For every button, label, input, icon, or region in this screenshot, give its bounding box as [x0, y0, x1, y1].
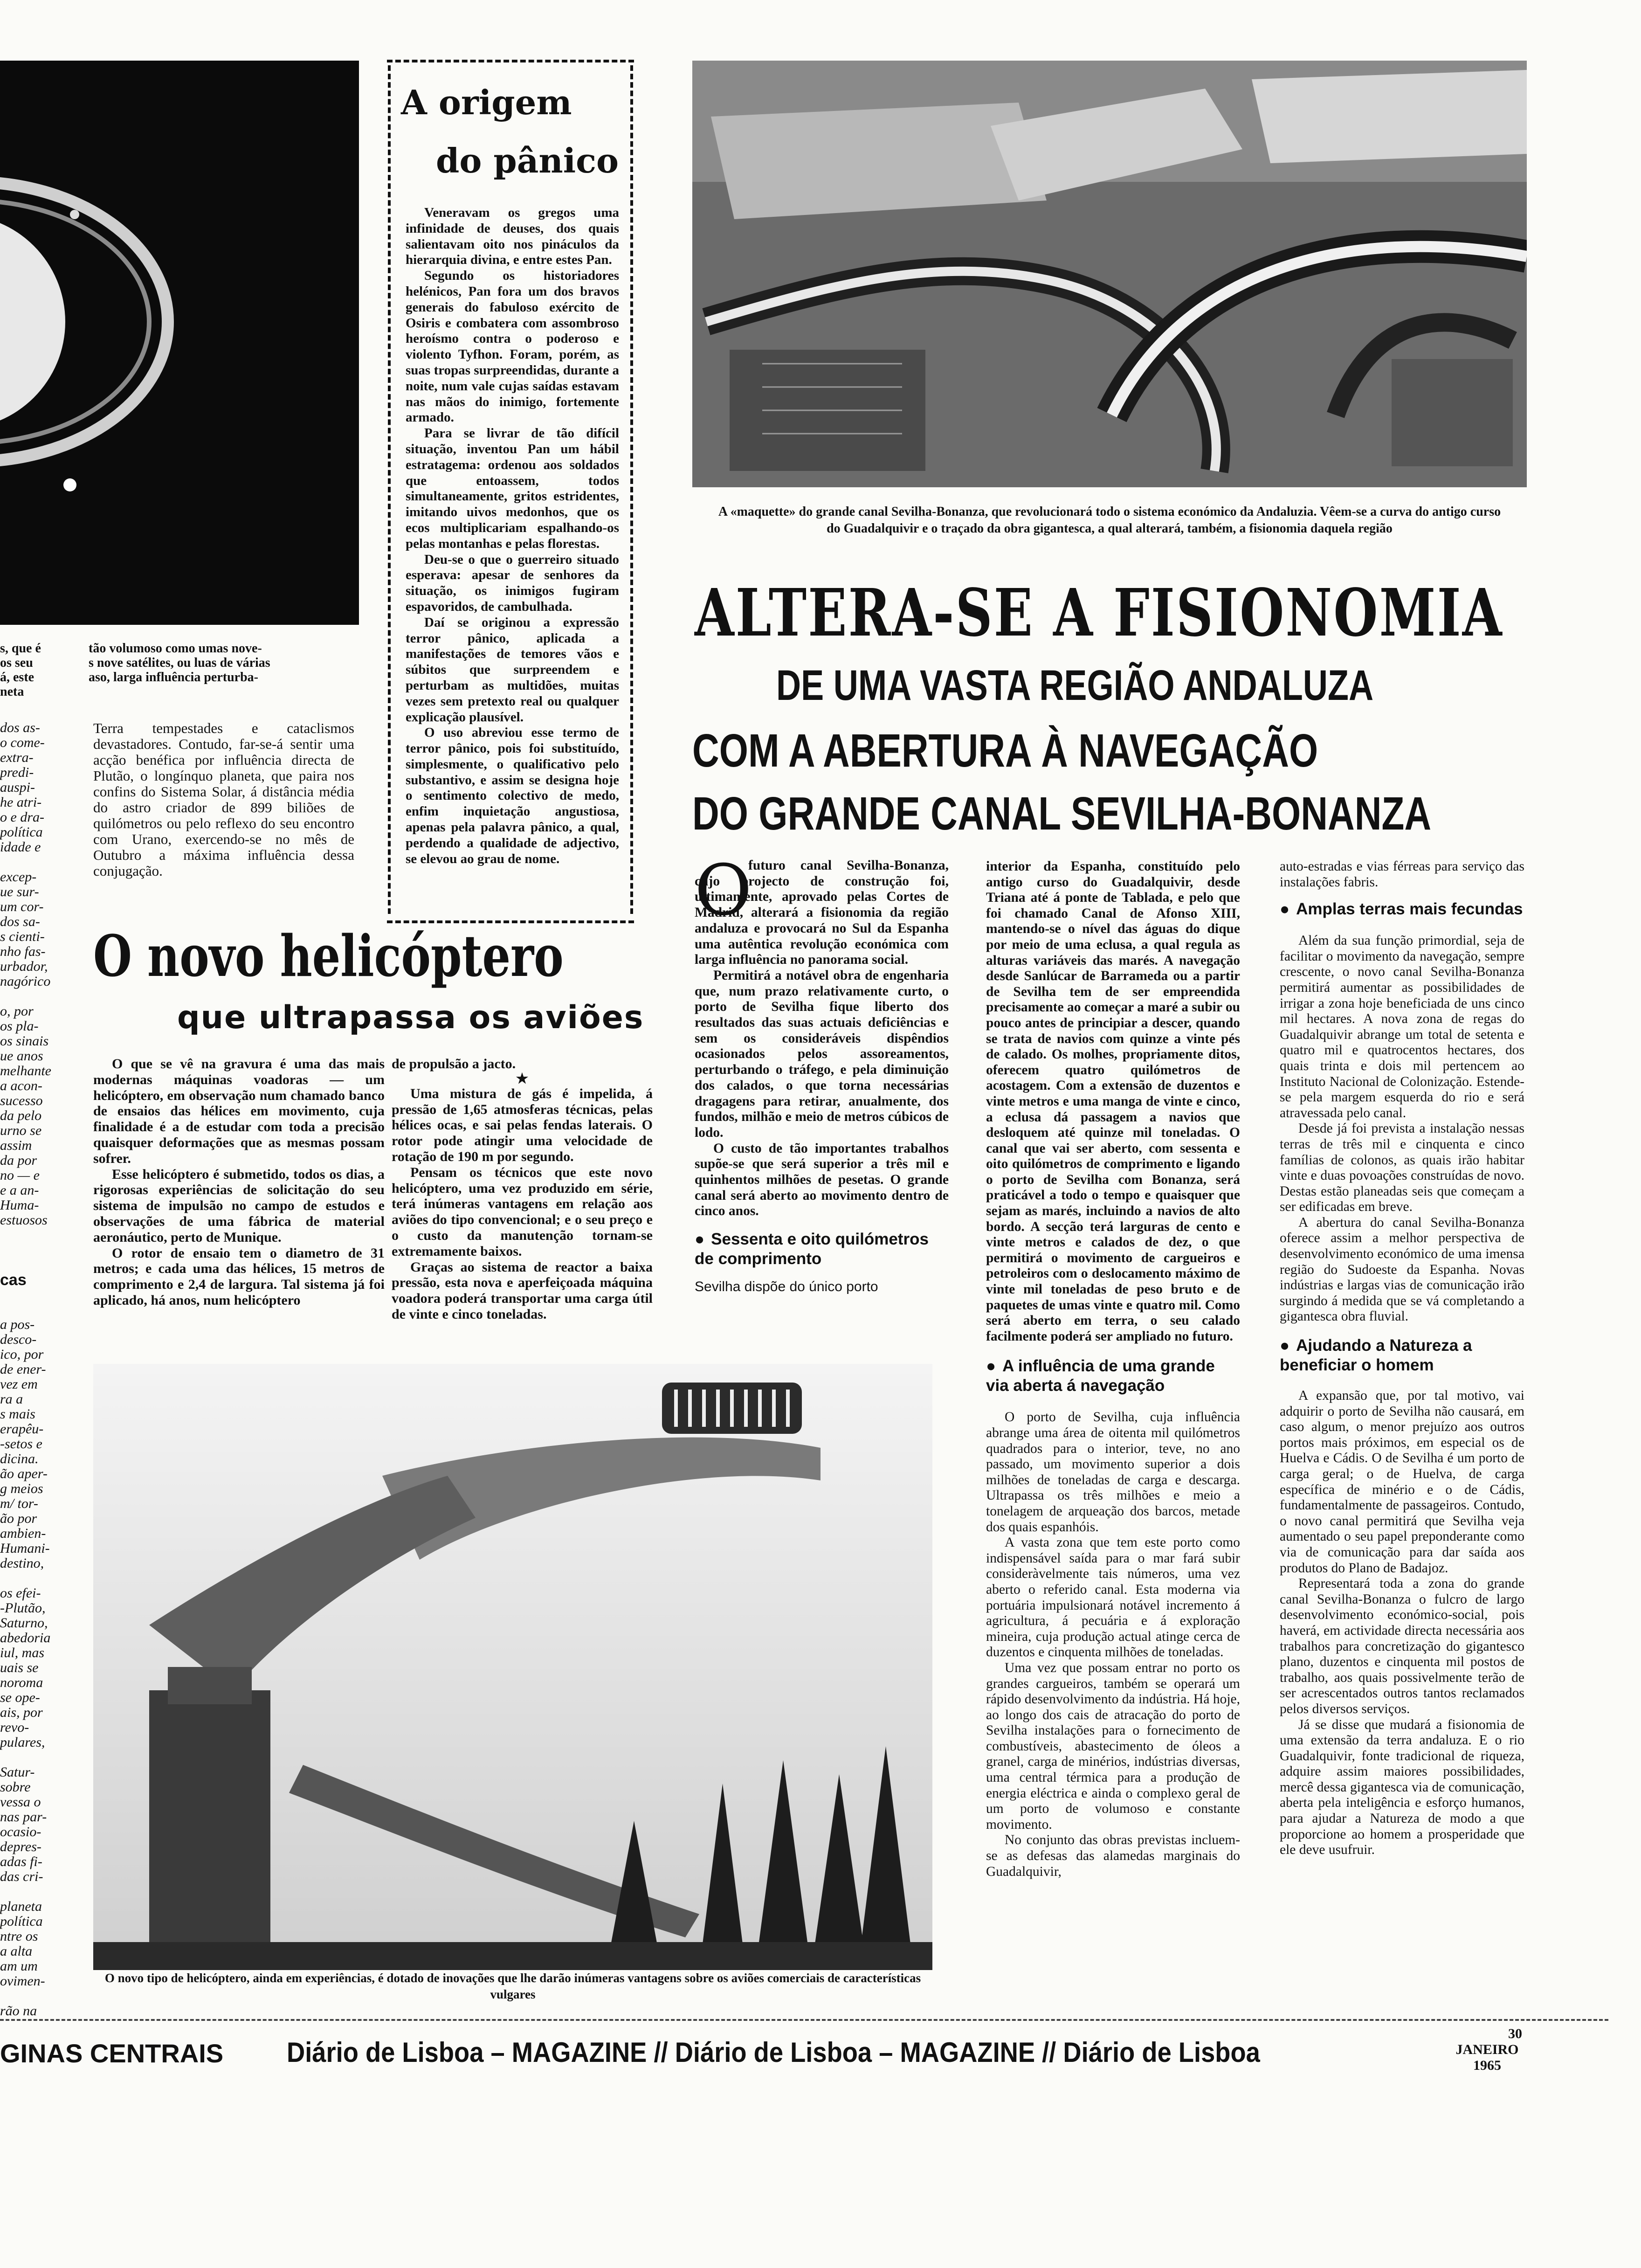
cutoff-line: da pelo	[0, 1108, 42, 1123]
cutoff-line: ico, por	[0, 1347, 44, 1362]
cutoff-line	[0, 989, 77, 1004]
canal-headline: ALTERA-SE A FISIONOMIA	[695, 575, 1503, 651]
canal-dropcap: O	[695, 850, 752, 931]
helicopter-photo	[93, 1364, 932, 1970]
footer-rule	[0, 2019, 1608, 2021]
canal-paragraph: Permitirá a notável obra de engenharia que, num prazo relativamente curto, o porto de Sevilha fique liberto dos resultados das suas actuais deficiências e sem os consideráveis dispêndios ocasionados pelos assoreamentos, perturbando o tráfego, e pela diminuição dos calados, o que torna necessárias dragagens para retirar, anualmente, dos fundos, milhão e meio de metros cúbicos de lodo.	[695, 968, 949, 1140]
panico-paragraph: Deu-se o que o guerreiro situado esperava: apesar de senhores da situação, os inimigos fugiram espavoridos, de cambulhada.	[406, 552, 619, 614]
canal-subhead-influencia: ● A influência de uma grande via aberta á navegação	[986, 1356, 1240, 1396]
cutoff-line: m/ tor-	[0, 1496, 38, 1511]
canal-paragraph: No conjunto das obras previstas incluem-se as defesas das alamedas marginais do Guadalquivir,	[986, 1832, 1240, 1879]
panico-paragraph: O uso abreviou esse termo de terror pânico, pois foi substituído, simplesmente, o qualificativo pelo substantivo, e assim se designa hoje o sentimento colectivo de medo, enfim inquietação angustiosa, apenas pela palavra pânico, a qual, perdendo a qualidade de adjectivo, se elevou ao grau de nome.	[406, 725, 619, 866]
cutoff-line: os efei-	[0, 1585, 41, 1601]
canal-deck-2: COM A ABERTURA À NAVEGAÇÃO	[692, 725, 1318, 777]
cutoff-line: ntre os	[0, 1929, 38, 1944]
cutoff-line: ovimen-	[0, 1973, 45, 1989]
canal-paragraph: O custo de tão importantes trabalhos supõe-se que será superior a três mil e quinhentos milhões de pesetas. O grande canal será aberto ao movimento dentro de cinco anos.	[695, 1141, 949, 1219]
cutoff-line: predi-	[0, 765, 34, 780]
astrology-paragraph: Terra tempestades e cataclismos devastadores. Contudo, far-se-á sentir uma acção benéfica por influência directa de Plutão, o longínquo planeta, que paira nos confins do Sistema Solar, á distância média do astro criador de 899 biliões de quilómetros ou pelo reflexo do seu encontro com Urano, exercendo-se no mês de Outubro a máxima influência dessa conjugação.	[93, 720, 354, 879]
helicopter-subtitle: que ultrapassa os aviões	[177, 999, 644, 1036]
cutoff-line: dos as-	[0, 720, 40, 735]
footer-date-day: 30	[1508, 2026, 1522, 2041]
cutoff-line: excep-	[0, 869, 37, 885]
panico-paragraph: Segundo os historiadores helénicos, Pan fora um dos bravos generais do fabuloso exército de Osiris e combatera com assombroso heroísmo contra o poderoso e violento Tyfhon. Foram, porém, as suas tropas surpreendidas, durante a noite, num vale cujas saídas estavam nas mãos do inimigo, fortemente armado.	[406, 268, 619, 425]
panico-box-left-rule	[388, 65, 393, 914]
canal-paragraph: Representará toda a zona do grande canal Sevilha-Bonanza o fulcro de largo desenvolvimento económico-social, pois haverá, em actividade directa necessária aos trabalhos para concretização do gigantesco plano, duzentos e cinquenta mil postos de trabalho, aos quais possivelmente terão de ser acrescentados outros tantos reclamados pelos diversos serviços.	[1280, 1576, 1524, 1716]
canal-paragraph: auto-estradas e vias férreas para serviço das instalações fabris.	[1280, 859, 1524, 890]
canal-deck-3: DO GRANDE CANAL SEVILHA-BONANZA	[692, 788, 1432, 840]
cutoff-line: a acon-	[0, 1078, 42, 1093]
cutoff-line: das cri-	[0, 1869, 43, 1884]
left-cutoff-column	[0, 720, 77, 2019]
cutoff-line: um cor-	[0, 899, 44, 914]
cutoff-line: se ope-	[0, 1690, 40, 1705]
cutoff-line: os pla-	[0, 1018, 39, 1034]
cutoff-line: ue sur-	[0, 884, 39, 899]
planet-photo	[0, 61, 359, 625]
cutoff-line: extra-	[0, 750, 34, 765]
helicopter-paragraph: O que se vê na gravura é uma das mais modernas máquinas voadoras — um helicóptero, em observação num chamado banco de ensaios das hélices em movimento, cuja finalidade é a de estudar com toda a precisão quaisquer deformações que as mesmas possam sofrer.	[93, 1056, 385, 1166]
canal-paragraph: O porto de Sevilha, cuja influência abrange uma área de oitenta mil quilómetros quadrados para o interior, teve, no ano passado, um movimento superior a dois milhões de toneladas de carga e descarga. Ultrapassa os três milhões e meio a tonelagem de arqueação dos barcos, metade dos quais espanhóis.	[986, 1410, 1240, 1535]
cutoff-line: depres-	[0, 1839, 41, 1854]
planet-caption-left-4: neta	[0, 685, 24, 699]
cutoff-line: idade e	[0, 839, 41, 855]
cutoff-line: da por	[0, 1153, 37, 1168]
cutoff-line: Saturno,	[0, 1615, 48, 1631]
cutoff-line: vez em	[0, 1376, 38, 1392]
canal-subhead-sessenta: ● Sessenta e oito quilómetros de comprimento	[695, 1230, 949, 1269]
footer-banner: Diário de Lisboa – MAGAZINE // Diário de Lisboa – MAGAZINE // Diário de Lisboa	[287, 2037, 1260, 2068]
planet-caption-right-2: s nove satélites, ou luas de várias	[89, 656, 270, 670]
cutoff-line: ão por	[0, 1511, 37, 1526]
canal-col-1	[695, 850, 949, 1295]
cutoff-line: desco-	[0, 1332, 37, 1347]
canal-subhead-natureza: ● Ajudando a Natureza a beneficiar o homem	[1280, 1336, 1524, 1375]
cutoff-line: Huma-	[0, 1197, 39, 1213]
helicopter-illustration	[93, 1364, 932, 1970]
cutoff-line: assim	[0, 1138, 32, 1153]
canal-col-3	[1280, 859, 1524, 1858]
cutoff-line: am um	[0, 1958, 38, 1974]
cutoff-line: ão aper-	[0, 1466, 48, 1481]
footer-date-year: 1965	[1473, 2058, 1501, 2073]
canal-paragraph: Uma vez que possam entrar no porto os grandes cargueiros, também se operará um rápido desenvolvimento da indústria. Há hoje, ao longo dos cais de atracação do porto de Sevilha instalações para o fornecimento de combustíveis, abastecimento de óleos a granel, carga de minérios, indústrias diversas, uma central térmica para a produção de energia eléctrica e ainda o complexo geral de um porto de volumoso e constante movimento.	[986, 1660, 1240, 1832]
cutoff-line: nas par-	[0, 1809, 47, 1825]
canal-paragraph-lead: futuro canal Sevilha-Bonanza, cujo projecto de construção foi, ultimamente, aprovado pelas Cortes de Madrid, alterará a fisionomia da região andaluza e provocará no Sul da Espanha uma autêntica revolução económica com larga influência no panorama social.	[695, 858, 949, 968]
cutoff-line: a alta	[0, 1943, 33, 1959]
helicopter-title: O novo helicóptero	[93, 922, 564, 989]
helicopter-paragraph: O rotor de ensaio tem o diametro de 31 metros; e cada uma das hélices, 15 metros de comprimento e 2,4 de largura. Tal sistema já foi aplicado, há anos, num helicóptero	[93, 1245, 385, 1308]
cutoff-line: dos sa-	[0, 914, 40, 929]
cutoff-line: Satur-	[0, 1764, 35, 1780]
planet-caption-left-1: s, que é	[0, 641, 41, 656]
panico-title-2: do pânico	[436, 141, 619, 180]
cutoff-line: rão na	[0, 2003, 37, 2019]
panico-paragraph: Daí se originou a expressão terror pânico, aplicada a manifestações de temores vãos e súbitos que surpreendem e perturbam as multidões, muitas vezes sem pretexto real ou qualquer explicação plausível.	[406, 615, 619, 725]
canal-paragraph: A vasta zona que tem este porto como indispensável saída para o mar fará subir consideràvelmente tais números, uma vez aberto o referido canal. Esta moderna via portuária impulsionará notável incremento á agricultura, á pecuária e á exploração mineira, cuja produção actual atinge cerca de duzentos e cinquenta milhões de toneladas.	[986, 1535, 1240, 1660]
canal-paragraph: Sevilha dispõe do único porto	[695, 1279, 878, 1295]
cutoff-line: política	[0, 824, 43, 840]
cutoff-line: iul, mas	[0, 1645, 45, 1660]
cutoff-line: os sinais	[0, 1033, 49, 1049]
planet-illustration	[0, 61, 359, 625]
helicopter-caption: O novo tipo de helicóptero, ainda em experiências, é dotado de inovações que lhe darão inúmeras vantagens sobre os aviões comerciais de características vulgares	[104, 1971, 921, 2001]
cutoff-line: urno se	[0, 1123, 42, 1138]
cutoff-line: vessa o	[0, 1794, 41, 1810]
footer-date-month: JANEIRO	[1455, 2042, 1519, 2057]
maquette-illustration	[692, 61, 1527, 487]
astrology-continuation	[93, 720, 354, 879]
cutoff-line: urbador,	[0, 959, 48, 974]
cutoff-line: o, por	[0, 1003, 34, 1019]
cutoff-line: nagórico	[0, 974, 51, 989]
cutoff-line: o come-	[0, 735, 45, 750]
canal-col-2	[986, 859, 1240, 1880]
planet-caption-right-1: tão volumoso como umas nove-	[89, 641, 262, 656]
canal-paragraph: interior da Espanha, constituído pelo antigo curso do Guadalquivir, desde Triana até á ponte de Tablada, e pelo que foi chamado Canal de Afonso XIII, mantendo-se o nível das águas do dique por meio de uma eclusa, a qual regula as alturas variáveis das marés. A navegação desde Sanlúcar de Barrameda ou a partir de Sevilha tem de ser empreendida precisamente ao começar a maré a subir ou pouco antes de principiar a descer, quando se trata de navios com quinze a vinte pés de calado. Os molhes, propriamente ditos, oferecem quatro quilómetros de acostagem. Com a extensão de duzentos e vinte metros e uma manga de vinte e cinco, a eclusa dá passagem a navios que desloquem até quinze mil toneladas. O canal que vai ser aberto, com sessenta e oito quilómetros de comprimento e ligando o porto de Sevilha com Bonanza, será praticável a todo o tempo e quaisquer que sejam as marés, incluindo a navios de alto bordo. A secção terá larguras de cento e vinte metros e calados de dez, o que permitirá o movimento de cargueiros e petroleiros com o deslocamento máximo de vinte mil toneladas de peso bruto e de paquetes de umas vinte e quatro mil. Como será aberto em terra, o seu calado facilmente poderá ser ampliado no futuro.	[986, 859, 1240, 1344]
canal-paragraph: Além da sua função primordial, seja de facilitar o movimento da navegação, sempre crescente, o novo canal Sevilha-Bonanza permitirá aumentar as possibilidades de irrigar a zona hoje beneficiada de uns cinco mil hectares. A nova zona de regas do Guadalquivir abrange um total de setenta e quatro mil e quatrocentos hectares, dos quais trinta e dois mil pertencem ao Instituto Nacional de Colonização. Estende-se pela margem esquerda do rio e será atravessada pelo canal.	[1280, 933, 1524, 1120]
canal-paragraph: Já se disse que mudará a fisionomia de uma extensão da terra andaluza. E o rio Guadalquivir, fonte tradicional de riqueza, adquire assim maiores possibilidades, mercê dessa gigantesca via de comunicação, aberta pela inteligência e esforço humanos, para ajudar a Natureza de modo a que proporcione ao homem a prosperidade que ele deve usufruir.	[1280, 1717, 1524, 1858]
canal-deck-1: DE UMA VASTA REGIÃO ANDALUZA	[776, 662, 1374, 709]
cutoff-line: ocasio-	[0, 1824, 41, 1839]
cutoff-line: a pos-	[0, 1317, 35, 1332]
cutoff-line: estuosos	[0, 1212, 48, 1228]
panico-paragraph: Para se livrar de tão difícil situação, inventou Pan um hábil estratagema: ordenou aos soldados que entoassem, todos simultaneamente, gritos estridentes, imitando uivos medonhos, que os ecos multiplicariam espalhando-os pelas montanhas e pelas florestas.	[406, 426, 619, 551]
helicopter-paragraph: Graças ao sistema de reactor a baixa pressão, esta nova e aperfeiçoada máquina voadora poderá transportar uma carga útil de vinte e cinco toneladas.	[392, 1259, 653, 1322]
maquette-caption: A «maquette» do grande canal Sevilha-Bonanza, que revolucionará todo o sistema económico da Andaluzia. Vêem-se a curva do antigo curso do Guadalquivir e o traçado da obra gigantesca, a qual alterará, também, a fisionomia daquela região	[718, 505, 1501, 536]
cutoff-line: cas	[0, 1271, 27, 1289]
footer-date	[1452, 2026, 1522, 2074]
cutoff-line: g meios	[0, 1481, 43, 1496]
cutoff-line: -setos e	[0, 1436, 42, 1452]
helicopter-col-1	[93, 1056, 385, 1308]
cutoff-line: planeta	[0, 1899, 42, 1914]
cutoff-line: e a an-	[0, 1182, 39, 1198]
canal-subhead-terras: ● Amplas terras mais fecundas	[1280, 899, 1524, 919]
planet-caption-right-3: aso, larga influência perturba-	[89, 670, 258, 685]
cutoff-line: uais se	[0, 1660, 39, 1675]
canal-paragraph: A abertura do canal Sevilha-Bonanza oferece assim a melhor perspectiva de desenvolvimento económico de uma imensa região do Sudoeste da Espanha. Novas indústrias e largas vias de comunicação irão surgindo á medida que se vá completando a gigantesca obra fluvial.	[1280, 1215, 1524, 1324]
cutoff-line: Humani-	[0, 1541, 50, 1556]
cutoff-line: sobre	[0, 1779, 31, 1795]
cutoff-line: no — e	[0, 1168, 40, 1183]
planet-caption-left-3: á, este	[0, 670, 34, 685]
helicopter-paragraph: de propulsão a jacto.	[392, 1056, 516, 1072]
cutoff-line: ue anos	[0, 1048, 43, 1064]
cutoff-line: revo-	[0, 1720, 29, 1735]
footer-left-label: GINAS CENTRAIS	[0, 2039, 224, 2068]
cutoff-line: destino,	[0, 1556, 44, 1571]
panico-box-right-rule	[630, 65, 636, 914]
cutoff-line: melhante	[0, 1063, 51, 1079]
canal-paragraph: A expansão que, por tal motivo, vai adquirir o porto de Sevilha não causará, em caso algum, o menor prejuízo aos outros portos mais próximos, em especial os de Huelva e Cádis. O de Sevilha é um porto de carga geral; o de Huelva, de carga específica de minério e o de Cádis, fundamentalmente de passageiros. Contudo, o novo canal permitirá que Sevilha veja aumentado o seu papel preponderante como via de comunicação para dar saída aos produtos do Plano de Badajoz.	[1280, 1388, 1524, 1576]
cutoff-line: abedoria	[0, 1630, 51, 1646]
cutoff-line: he atri-	[0, 795, 42, 810]
cutoff-line: noroma	[0, 1675, 43, 1690]
cutoff-line: sucesso	[0, 1093, 43, 1108]
cutoff-line: política	[0, 1914, 43, 1929]
helicopter-paragraph: Esse helicóptero é submetido, todos os dias, a rigorosas experiências de solicitação do seu sistema de impulsão no campo de estudos e observações de uma fábrica de material aeronáutico, perto de Munique.	[93, 1166, 385, 1245]
cutoff-line: s cienti-	[0, 929, 45, 944]
cutoff-line: ra a	[0, 1391, 23, 1407]
cutoff-line: nho fas-	[0, 944, 46, 959]
maquette-photo	[692, 61, 1527, 487]
panico-paragraph: Veneravam os gregos uma infinidade de deuses, dos quais salientavam oito nos pináculos da hierarquia divina, e entre estes Pan.	[406, 205, 619, 268]
cutoff-line: erapêu-	[0, 1421, 44, 1437]
planet-caption-left-2: os seu	[0, 656, 33, 670]
cutoff-line: -Plutão,	[0, 1600, 46, 1616]
cutoff-line: ambien-	[0, 1526, 46, 1541]
cutoff-line: s mais	[0, 1406, 35, 1422]
cutoff-line: o e dra-	[0, 809, 44, 825]
cutoff-line: adas fi-	[0, 1854, 42, 1869]
helicopter-col-2	[392, 1056, 653, 1322]
cutoff-line: auspi-	[0, 780, 35, 795]
cutoff-line: dicina.	[0, 1451, 39, 1466]
cutoff-line: pulares,	[0, 1735, 45, 1750]
panico-title-1: A origem	[401, 83, 572, 122]
cutoff-line	[0, 855, 77, 870]
cutoff-line: de ener-	[0, 1362, 46, 1377]
canal-paragraph: Desde já foi prevista a instalação nessas terras de três mil e cinquenta e cinco famílias de colonos, as quais irão habitar vinte e duas povoações construídas de novo. Destas estão planeadas seis que começam a ser edificadas em breve.	[1280, 1121, 1524, 1215]
helicopter-paragraph: Pensam os técnicos que este novo helicóptero, uma vez produzido em série, terá inúmeras vantagens em relação aos aviões do tipo convencional; e o seu preço e o custo da manutenção tornam-se extremamente baixos.	[392, 1164, 653, 1259]
panico-body	[406, 205, 619, 867]
helicopter-paragraph: Uma mistura de gás é impelida, á pressão de 1,65 atmosferas técnicas, pelas hélices ocas, e sai pelas fendas laterais. O rotor pode atingir uma velocidade de rotação de 190 m por segundo.	[392, 1086, 653, 1164]
star-icon: ★	[516, 1071, 529, 1086]
cutoff-line: ais, por	[0, 1705, 43, 1720]
